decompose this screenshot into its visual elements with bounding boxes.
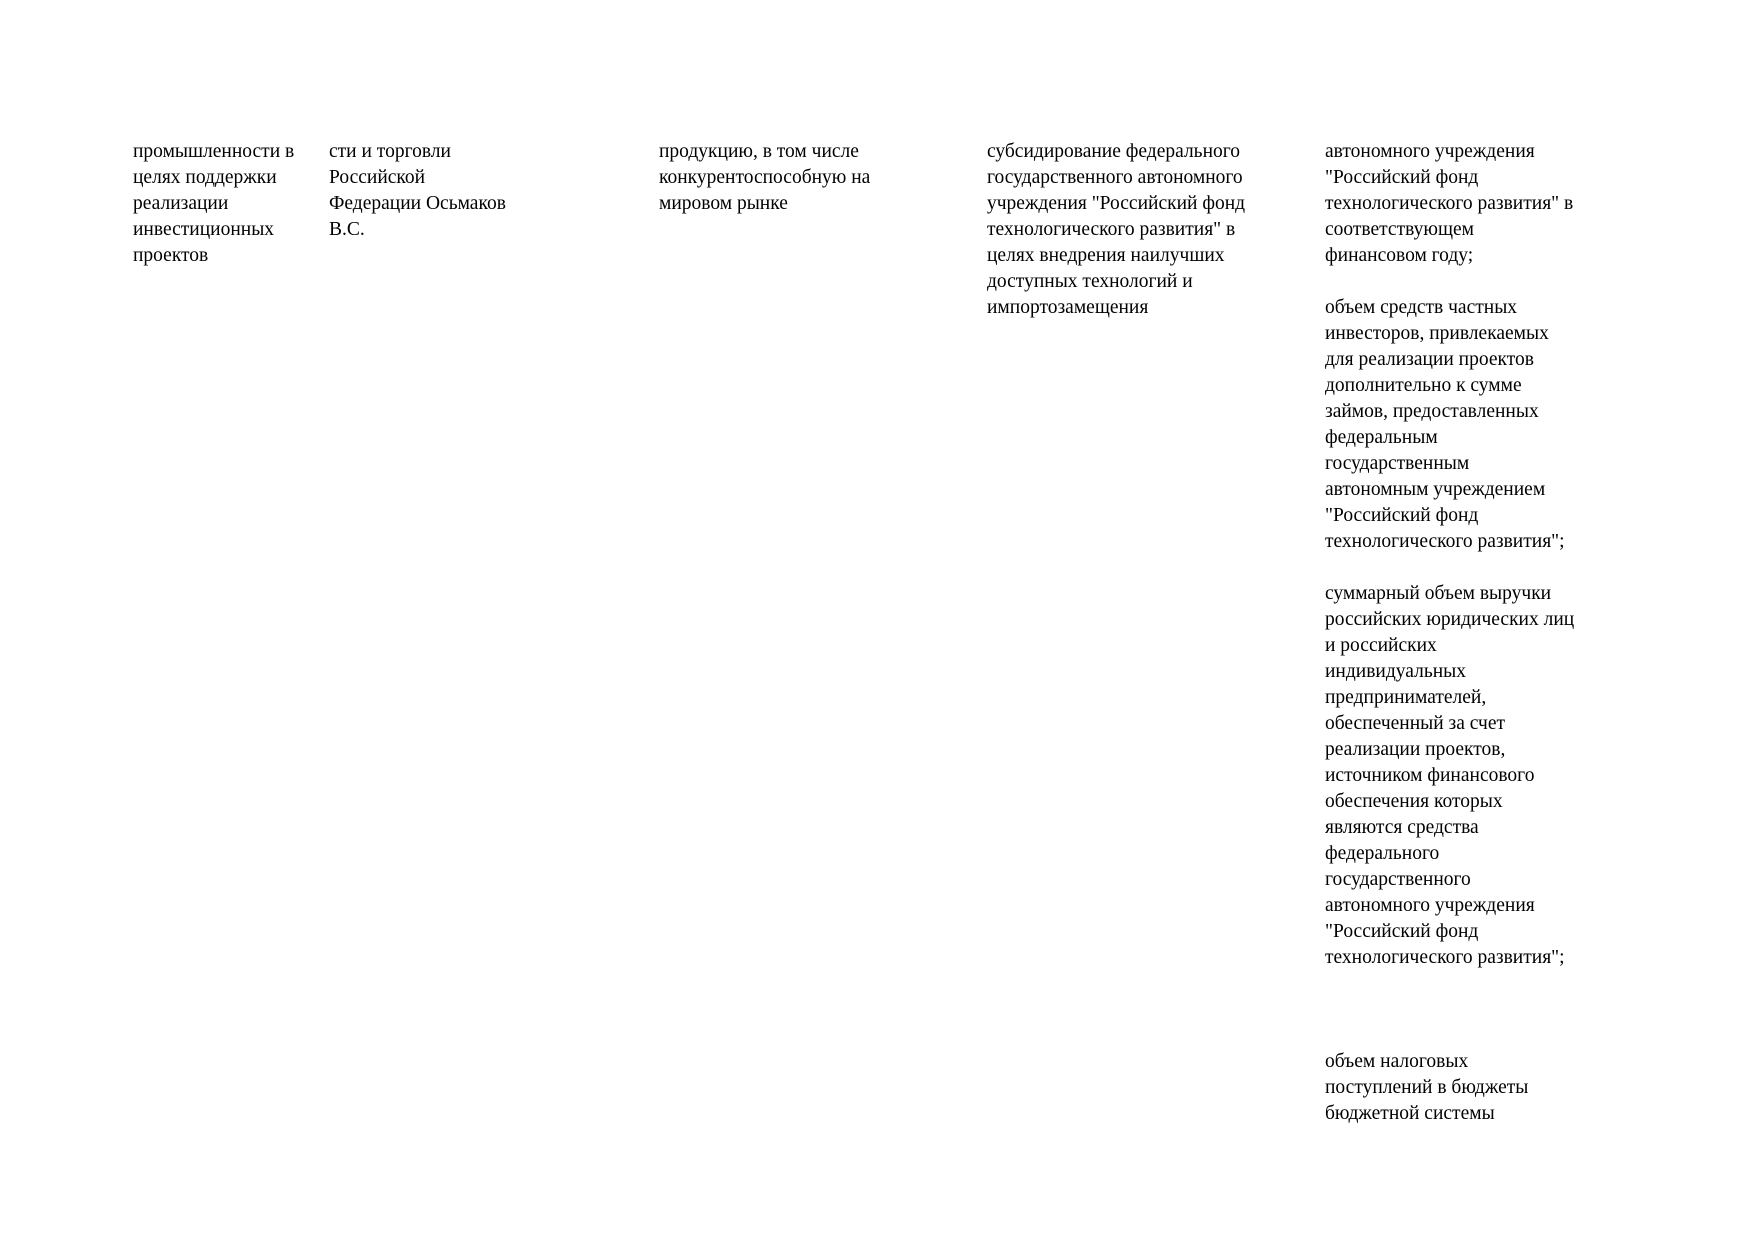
indicators-paragraph-3: суммарный объем выручки российских юридических лиц и российских индивидуальных предпринимателей, обеспеченный за счет реализации проектов, источником финансового обеспечения которых являются средства федерального государственного автономного учреждения "Российский фонд технологического развития"; [1325, 583, 1575, 968]
indicators-paragraph-4: объем налоговых поступлений в бюджеты бюджетной системы [1325, 1051, 1529, 1124]
indicators-paragraph-1: автономного учреждения "Российский фонд технологического развития" в соответствующем финансовом году; [1325, 141, 1574, 266]
responsible-official-text: сти и торговли Российской Федерации Осьмаков В.С. [329, 141, 506, 240]
purpose-text: промышленности в целях поддержки реализации инвестиционных проектов [133, 141, 295, 266]
table-cell-measure-description [987, 113, 1287, 347]
paragraph-spacer [1325, 997, 1565, 1023]
expected-result-text: продукцию, в том числе конкурентоспособную на мировом рынке [659, 141, 871, 214]
table-cell-expected-result [659, 113, 939, 243]
table-cell-indicators [1325, 113, 1575, 1153]
indicators-paragraph-2: объем средств частных инвесторов, привлекаемых для реализации проектов дополнительно к сумме займов, предоставленных федеральным государственным автономным учреждением "Российский фонд технологического развития"; [1325, 297, 1565, 552]
measure-description-text: субсидирование федерального государственного автономного учреждения "Российский фонд технологического развития" в целях внедрения наилучших доступных технологий и импортозамещения [987, 141, 1246, 318]
document-columns-row [133, 113, 1754, 1153]
table-cell-responsible-official [329, 113, 519, 269]
table-cell-purpose [133, 113, 329, 295]
